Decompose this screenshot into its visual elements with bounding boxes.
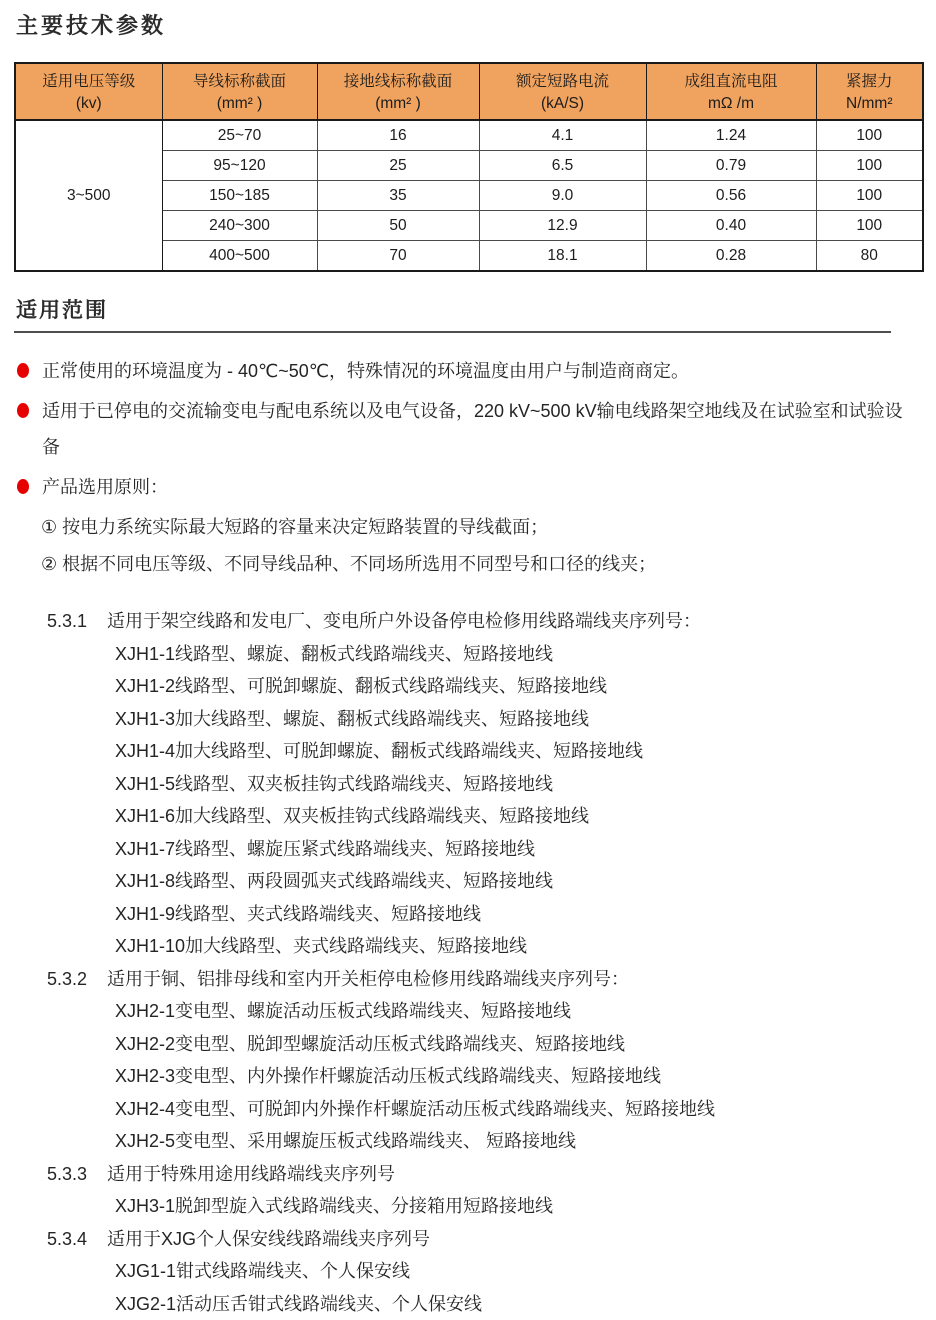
serial-item: XJH1-1线路型、螺旋、翻板式线路端线夹、短路接地线 (14, 638, 922, 671)
serial-item: XJG2-1活动压舌钳式线路端线夹、个人保安线 (14, 1288, 922, 1320)
table-row (15, 120, 923, 151)
bullet-text: 产品选用原则： (42, 469, 914, 505)
table-cell: 400~500 (162, 241, 317, 272)
table-cell: 0.56 (646, 181, 816, 211)
col-header-ground-wire-section: 接地线标称截面 (mm² ) (317, 63, 479, 120)
col-header-conductor-section: 导线标称截面 (mm² ) (162, 63, 317, 120)
serial-section-title: 适用于XJG个人保安线线路端线夹序列号 (107, 1223, 430, 1256)
red-bullet-icon (17, 403, 29, 418)
serial-item: XJH2-1变电型、螺旋活动压板式线路端线夹、短路接地线 (14, 995, 922, 1028)
serial-section-heading-5-3-1 (14, 605, 922, 638)
serial-section-number: 5.3.3 (47, 1158, 92, 1191)
serial-section-title: 适用于架空线路和发电厂、变电所户外设备停电检修用线路端线夹序列号： (107, 605, 701, 638)
table-header-row (15, 63, 923, 120)
table-cell: 0.79 (646, 151, 816, 181)
serial-item: XJH2-2变电型、脱卸型螺旋活动压板式线路端线夹、短路接地线 (14, 1028, 922, 1061)
table-cell: 18.1 (479, 241, 646, 272)
principle-item: ② 根据不同电压等级、不同导线品种、不同场所选用不同型号和口径的线夹； (41, 546, 922, 583)
serial-item: XJG1-1钳式线路端线夹、个人保安线 (14, 1255, 922, 1288)
serial-number-list (14, 605, 922, 1320)
serial-item: XJH1-3加大线路型、螺旋、翻板式线路端线夹、短路接地线 (14, 703, 922, 736)
serial-item: XJH1-5线路型、双夹板挂钩式线路端线夹、短路接地线 (14, 768, 922, 801)
table-cell: 100 (816, 151, 923, 181)
serial-item: XJH1-10加大线路型、夹式线路端线夹、短路接地线 (14, 930, 922, 963)
table-cell: 12.9 (479, 211, 646, 241)
red-bullet-icon (17, 479, 29, 494)
principle-item: ① 按电力系统实际最大短路的容量来决定短路装置的导线截面； (41, 509, 922, 546)
serial-item: XJH2-4变电型、可脱卸内外操作杆螺旋活动压板式线路端线夹、短路接地线 (14, 1093, 922, 1126)
bullet-item-temperature (14, 353, 922, 389)
table-cell: 70 (317, 241, 479, 272)
table-cell: 240~300 (162, 211, 317, 241)
red-bullet-icon (17, 363, 29, 378)
serial-item: XJH1-7线路型、螺旋压紧式线路端线夹、短路接地线 (14, 833, 922, 866)
bullet-item-selection-principles (14, 469, 922, 505)
table-cell: 150~185 (162, 181, 317, 211)
table-cell: 100 (816, 181, 923, 211)
table-cell: 16 (317, 120, 479, 151)
serial-item: XJH1-4加大线路型、可脱卸螺旋、翻板式线路端线夹、短路接地线 (14, 735, 922, 768)
col-header-grip-force: 紧握力 N/mm² (816, 63, 923, 120)
bullet-item-applicable-systems (14, 393, 922, 465)
table-cell: 50 (317, 211, 479, 241)
serial-item: XJH1-9线路型、夹式线路端线夹、短路接地线 (14, 898, 922, 931)
col-header-voltage: 适用电压等级 (kv) (15, 63, 162, 120)
table-cell: 25 (317, 151, 479, 181)
page-title: 主要技术参数 (16, 12, 922, 40)
serial-section-number: 5.3.1 (47, 605, 92, 638)
serial-section-heading-5-3-2 (14, 963, 922, 996)
bullet-text: 适用于已停电的交流输变电与配电系统以及电气设备，220 kV~500 kV输电线路架空地线及在试验室和试验设备 (42, 393, 914, 465)
serial-section-heading-5-3-4 (14, 1223, 922, 1256)
selection-principles-list (41, 509, 922, 583)
serial-item: XJH1-8线路型、两段圆弧夹式线路端线夹、短路接地线 (14, 865, 922, 898)
table-cell: 9.0 (479, 181, 646, 211)
serial-item: XJH1-6加大线路型、双夹板挂钩式线路端线夹、短路接地线 (14, 800, 922, 833)
table-cell: 1.24 (646, 120, 816, 151)
col-header-rated-short-circuit-current: 额定短路电流 (kA/S) (479, 63, 646, 120)
section-title-application-scope: 适用范围 (16, 298, 922, 324)
bullet-text: 正常使用的环境温度为 - 40℃~50℃，特殊情况的环境温度由用户与制造商商定。 (42, 353, 914, 389)
serial-item: XJH2-5变电型、采用螺旋压板式线路端线夹、 短路接地线 (14, 1125, 922, 1158)
table-cell: 6.5 (479, 151, 646, 181)
serial-item: XJH2-3变电型、内外操作杆螺旋活动压板式线路端线夹、短路接地线 (14, 1060, 922, 1093)
technical-parameters-table (14, 62, 924, 272)
serial-section-number: 5.3.4 (47, 1223, 92, 1256)
table-cell: 0.28 (646, 241, 816, 272)
col-header-dc-resistance: 成组直流电阻 mΩ /m (646, 63, 816, 120)
table-cell: 0.40 (646, 211, 816, 241)
serial-section-title: 适用于铜、铝排母线和室内开关柜停电检修用线路端线夹序列号： (107, 963, 629, 996)
table-cell: 35 (317, 181, 479, 211)
serial-item: XJH1-2线路型、可脱卸螺旋、翻板式线路端线夹、短路接地线 (14, 670, 922, 703)
table-cell: 80 (816, 241, 923, 272)
table-cell: 100 (816, 120, 923, 151)
serial-section-heading-5-3-3 (14, 1158, 922, 1191)
serial-section-number: 5.3.2 (47, 963, 92, 996)
serial-item: XJH3-1脱卸型旋入式线路端线夹、分接箱用短路接地线 (14, 1190, 922, 1223)
bullet-list (14, 353, 922, 505)
voltage-range-cell: 3~500 (15, 120, 162, 271)
section-divider (14, 331, 891, 333)
table-cell: 25~70 (162, 120, 317, 151)
table-cell: 100 (816, 211, 923, 241)
table-cell: 4.1 (479, 120, 646, 151)
table-cell: 95~120 (162, 151, 317, 181)
serial-section-title: 适用于特殊用途用线路端线夹序列号 (107, 1158, 395, 1191)
